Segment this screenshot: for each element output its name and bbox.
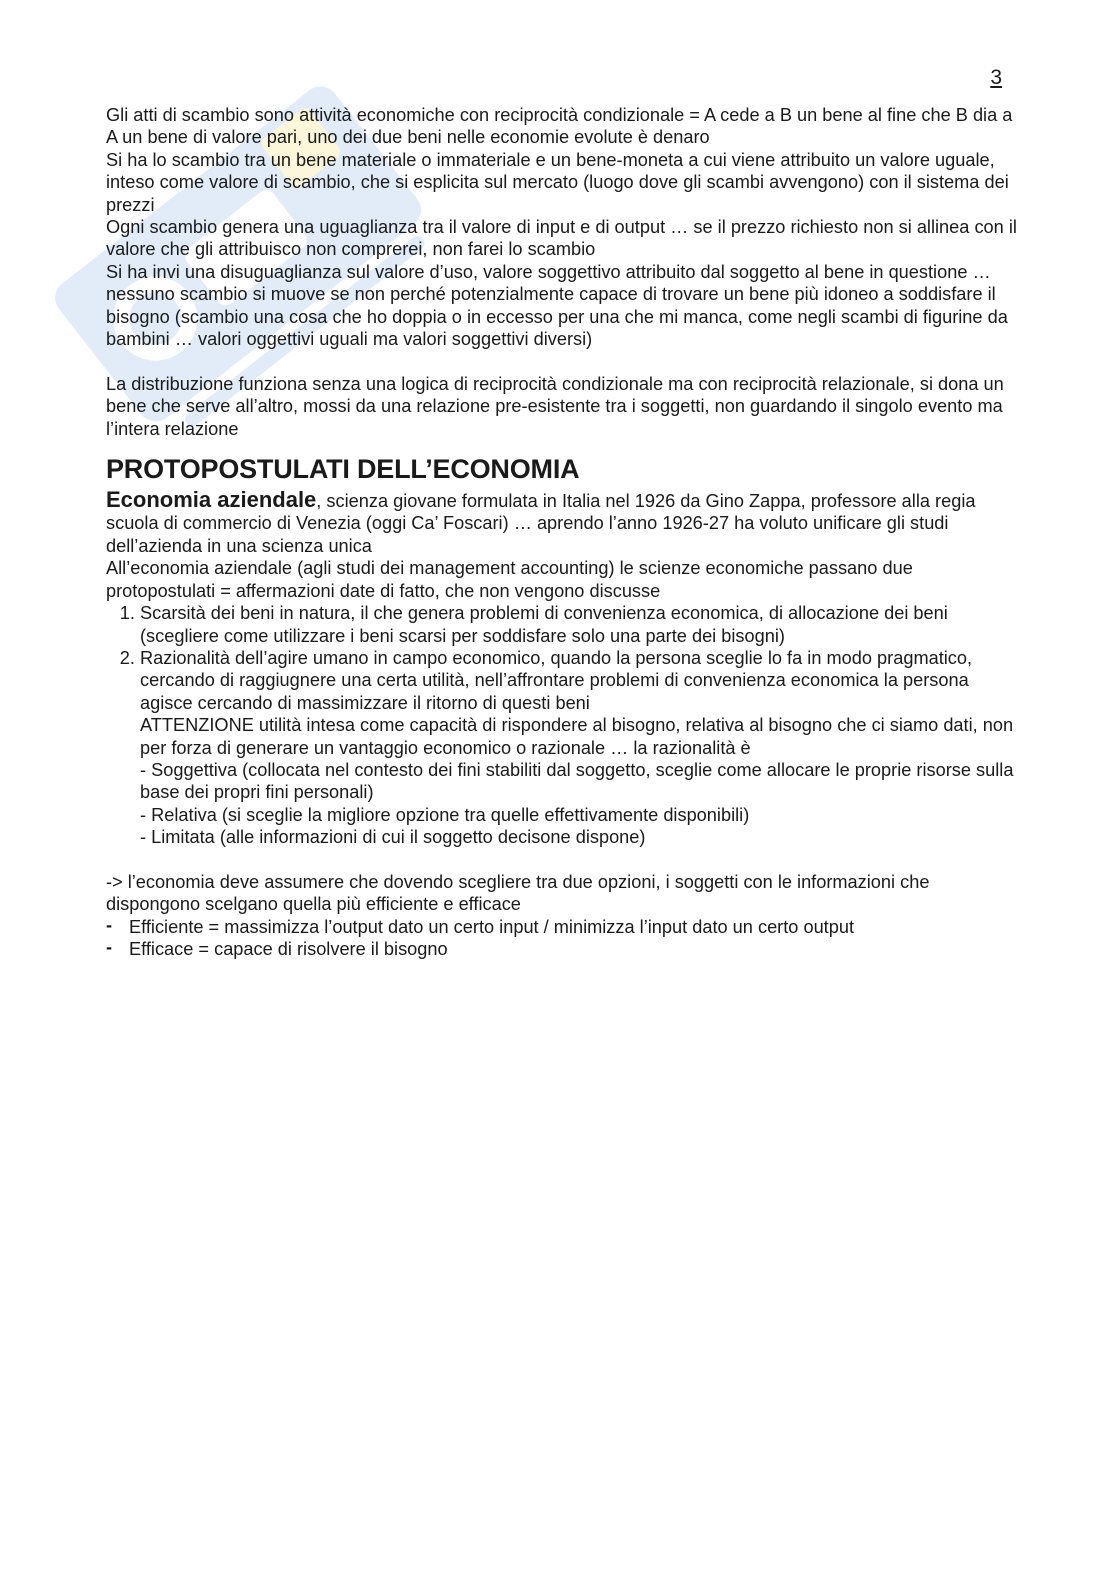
criteria-item: - Efficiente = massimizza l’output dato un certo input / minimizza l’input dato un certo output: [106, 916, 1018, 938]
postulate-item: [140, 602, 1018, 647]
paragraph-exchange-acts: Gli atti di scambio sono attività economiche con reciprocità condizionale = A cede a B un bene al fine che B dia a A un bene di valore pari, uno dei due beni nelle economie evolute è denaro: [106, 105, 1013, 148]
page-number: 3: [990, 66, 1002, 89]
section-title: PROTOPOSTULATI DELL’ECONOMIA: [106, 454, 580, 485]
postulates-list: [106, 602, 1018, 848]
paragraph-distribution: La distribuzione funziona senza una logica di reciprocità condizionale ma con reciprocità relazionale, si dona un bene che serve all’altro, mossi da una relazione pre-esistente tra i soggetti, non guardando il singolo evento ma l’intera relazione: [106, 373, 1004, 439]
term-heading: Economia aziendale: [106, 487, 317, 513]
postulate-note: ATTENZIONE utilità intesa come capacità di rispondere al bisogno, relativa al bisogno che ci siamo dati, non per forza di generare un vantaggio economico o razionale … la razionalità è: [140, 715, 1014, 758]
document-body: [106, 104, 1018, 961]
postulate-sub-item: - Soggettiva (collocata nel contesto dei fini stabiliti dal soggetto, sceglie come allocare le proprie risorse sulla base dei propri fini personali): [140, 759, 1014, 803]
paragraph-conclusion: -> l’economia deve assumere che dovendo scegliere tra due opzioni, i soggetti con le informazioni che dispongono scelgano quella più efficiente e efficace: [106, 871, 930, 915]
paragraph-spacer: [106, 350, 1018, 372]
term-definition: , scienza giovane formulata in Italia nel 1926 da Gino Zappa, professore alla regia scuola di commercio di Venezia (oggi Ca’ Foscari) … aprendo l’anno 1926-27 ha voluto unificare gli studi dell’azienda in una scienza unica: [106, 491, 976, 556]
paragraph-spacer: [106, 849, 1018, 871]
paragraph-exchange-equality: Ogni scambio genera una uguaglianza tra il valore di input e di output … se il prezzo richiesto non si allinea con il valore che gli attribuisco non comprerei, non farei lo scambio: [106, 217, 1017, 260]
postulate-text: Razionalità dell’agire umano in campo economico, quando la persona sceglie lo fa in modo pragmatico, cercando di raggiugnere una certa utilità, nell’affrontare problemi di convenienza economica la persona agisce cercando di massimizzare il ritorno di questi beni: [140, 647, 973, 713]
postulate-sub-item: - Relativa (si sceglie la migliore opzione tra quelle effettivamente disponibili): [140, 804, 750, 825]
paragraph-protopostulati: All’economia aziendale (agli studi dei management accounting) le scienze economiche passano due protopostulati = affermazioni date di fatto, che non vengono discusse: [106, 558, 913, 601]
criteria-item: - Efficace = capace di risolvere il bisogno: [106, 938, 1018, 960]
paragraph-use-value: Si ha invi una disuguaglianza sul valore d’uso, valore soggettivo attribuito dal soggetto al bene in questione … nessuno scambio si muove se non perché potenzialmente capace di trovare un bene più idoneo a soddisfare il bisogno (scambio una cosa che ho doppia o in eccesso per una che mi manca, come negli scambi di figurine da bambini … valori oggettivi uguali ma valori soggettivi diversi): [106, 261, 1008, 350]
postulate-sub-item: - Limitata (alle informazioni di cui il soggetto decisone dispone): [140, 827, 646, 848]
postulate-item: [140, 647, 1018, 849]
paragraph-economia-aziendale: [106, 489, 1018, 557]
postulate-text: Scarsità dei beni in natura, il che genera problemi di convenienza economica, di allocazione dei beni (scegliere come utilizzare i beni scarsi per soddisfare solo una parte dei bisogni): [140, 603, 948, 646]
paragraph-exchange-value: Si ha lo scambio tra un bene materiale o immateriale e un bene-moneta a cui viene attribuito un valore uguale, inteso come valore di scambio, che si esplicita sul mercato (luogo dove gli scambi avvengono) con il sistema dei prezzi: [106, 149, 1009, 215]
criteria-list: [106, 916, 1018, 961]
